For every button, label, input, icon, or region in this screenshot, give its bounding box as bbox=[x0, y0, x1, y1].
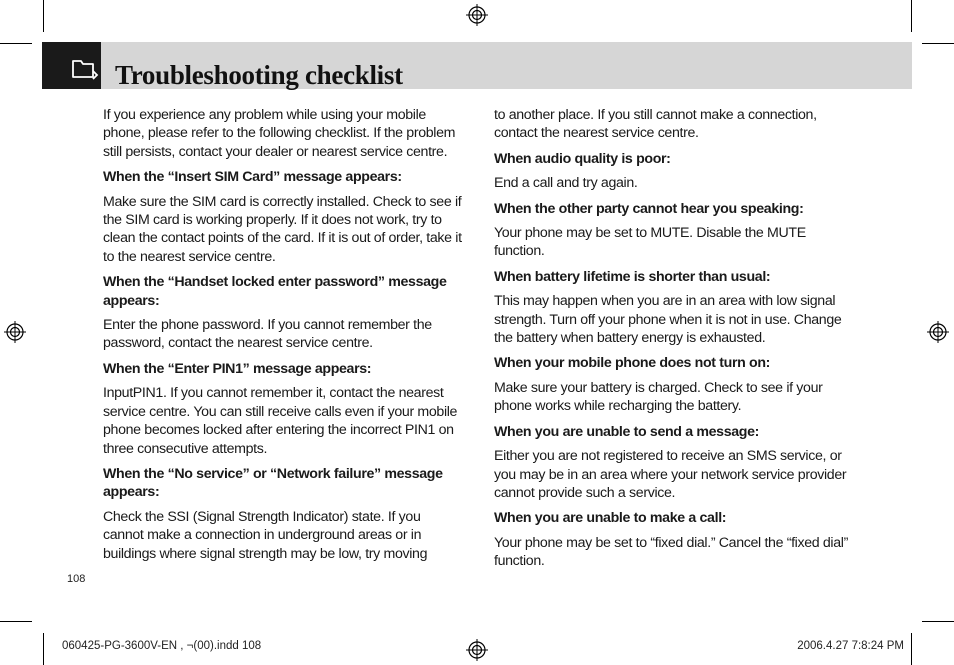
registration-mark-icon bbox=[466, 4, 488, 26]
page-title: Troubleshooting checklist bbox=[115, 60, 403, 90]
page-number: 108 bbox=[67, 573, 86, 585]
crop-mark bbox=[922, 621, 954, 622]
section-body: End a call and try again. bbox=[494, 175, 638, 192]
section-body: This may happen when you are in an area with low signal strength. Turn off your phone when it is not in use. Change the battery when battery energy is exhausted. bbox=[494, 293, 842, 347]
folder-checklist-icon bbox=[70, 58, 100, 82]
crop-mark bbox=[911, 0, 912, 32]
section-body: Either you are not registered to receive an SMS service, or you may be in an area where your network service provider cannot provide such a service. bbox=[494, 448, 847, 501]
registration-mark-icon bbox=[4, 321, 26, 343]
crop-mark bbox=[0, 621, 32, 622]
registration-mark-icon bbox=[927, 321, 949, 343]
section-body: Check the SSI (Signal Strength Indicator) state. If you cannot make a connection in underground areas or in buildings where signal strength may be low, try moving bbox=[103, 508, 428, 562]
footer-file-info: 060425-PG-3600V-EN , ¬(00).indd 108 bbox=[62, 640, 262, 652]
crop-mark bbox=[922, 43, 954, 44]
section-heading: When the “Enter PIN1” message appears: bbox=[103, 360, 372, 377]
section-body: Your phone may be set to MUTE. Disable the MUTE function. bbox=[494, 225, 806, 260]
section-body: Make sure your battery is charged. Check to see if your phone works while recharging the battery. bbox=[494, 379, 823, 415]
section-heading: When the other party cannot hear you speaking: bbox=[494, 200, 804, 217]
footer-timestamp: 2006.4.27 7:8:24 PM bbox=[797, 640, 904, 652]
section-body: Your phone may be set to “fixed dial.” Cancel the “fixed dial” function. bbox=[494, 534, 848, 570]
crop-mark bbox=[43, 0, 44, 32]
section-heading: When the “Insert SIM Card” message appears: bbox=[103, 169, 402, 186]
crop-mark bbox=[911, 633, 912, 665]
section-heading: When you are unable to send a message: bbox=[494, 423, 760, 440]
registration-mark-icon bbox=[466, 639, 488, 661]
section-heading: When the “Handset locked enter password” message appears: bbox=[103, 274, 447, 309]
section-heading: When audio quality is poor: bbox=[494, 150, 671, 167]
section-heading: When you are unable to make a call: bbox=[494, 510, 727, 527]
intro-paragraph: If you experience any problem while using your mobile phone, please refer to the following checklist. If the problem still persists, contact your dealer or nearest service centre. bbox=[103, 107, 456, 160]
crop-mark bbox=[0, 43, 32, 44]
right-column bbox=[494, 106, 850, 571]
crop-mark bbox=[43, 633, 44, 665]
section-heading: When the “No service” or “Network failure” message appears: bbox=[103, 465, 443, 501]
left-column bbox=[103, 106, 463, 563]
continuation-paragraph: to another place. If you still cannot make a connection, contact the nearest service centre. bbox=[494, 107, 817, 142]
section-heading: When your mobile phone does not turn on: bbox=[494, 355, 771, 372]
section-body: Enter the phone password. If you cannot remember the password, contact the nearest service centre. bbox=[103, 317, 432, 352]
section-body: InputPIN1. If you cannot remember it, contact the nearest service centre. You can still receive calls even if your mobile phone becomes locked after entering the incorrect PIN1 on three consecutive attempts. bbox=[103, 385, 458, 457]
section-body: Make sure the SIM card is correctly installed. Check to see if the SIM card is working properly. If it does not work, try to clean the contact points of the card. If it is out of order, take it to the nearest service centre. bbox=[103, 193, 462, 265]
section-heading: When battery lifetime is shorter than usual: bbox=[494, 268, 771, 285]
